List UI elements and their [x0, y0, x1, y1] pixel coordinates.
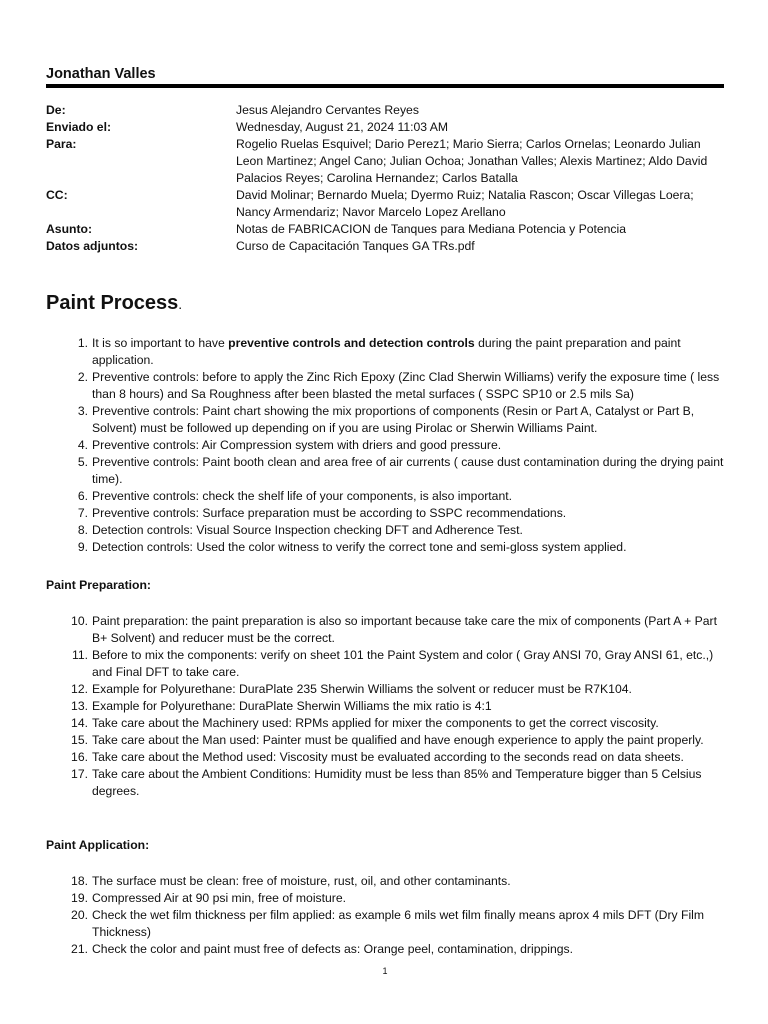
list-item-number: 15. [71, 733, 88, 747]
list-item-text: Take care about the Machinery used: RPMs applied for mixer the components to get the correct viscosity. [92, 716, 659, 730]
list-item-number: 2. [77, 370, 88, 384]
list-item-number: 14. [71, 716, 88, 730]
list-item [46, 941, 724, 958]
list-item-number: 1. [77, 336, 88, 350]
list-item-text: Detection controls: Visual Source Inspection checking DFT and Adherence Test. [92, 523, 523, 537]
paint-application-list [46, 873, 724, 958]
list-item-number: 4. [77, 438, 88, 452]
list-item-text: Example for Polyurethane: DuraPlate Sherwin Williams the mix ratio is 4:1 [92, 699, 492, 713]
attachment-link[interactable]: Curso de Capacitación Tanques GA TRs.pdf [236, 239, 475, 253]
section-heading-application: Paint Application: [46, 838, 150, 852]
header-label: Datos adjuntos: [46, 239, 139, 253]
title-period: . [178, 296, 183, 312]
list-item-number: 7. [77, 506, 88, 520]
sender-name: Jonathan Valles [46, 66, 156, 82]
list-item-text: Example for Polyurethane: DuraPlate 235 Sherwin Williams the solvent or reducer must be R7K104. [92, 682, 632, 696]
list-item-text: Take care about the Man used: Painter must be qualified and have enough experience to apply the paint properly. [92, 733, 704, 747]
header-label: De: [46, 103, 66, 117]
header-row-from [46, 102, 724, 119]
header-divider [46, 84, 724, 88]
header-value: Jesus Alejandro Cervantes Reyes [236, 103, 419, 117]
list-item-text: Paint preparation: the paint preparation is also so important because take care the mix of components (Part A + Part B+ Solvent) and reducer must be the correct. [92, 614, 717, 645]
list-item-text [92, 335, 724, 369]
list-item-text: Preventive controls: Air Compression system with driers and good pressure. [92, 438, 502, 452]
list-item [46, 522, 724, 539]
list-item-text: Compressed Air at 90 psi min, free of moisture. [92, 891, 347, 905]
header-value: David Molinar; Bernardo Muela; Dyermo Ruiz; Natalia Rascon; Oscar Villegas Loera; Nancy Armendariz; Navor Marcelo Lopez Arellano [236, 188, 694, 219]
paint-process-list [46, 335, 724, 556]
list-item-text: Take care about the Ambient Conditions: Humidity must be less than 85% and Temperature bigger than 5 Celsius degrees. [92, 767, 702, 798]
list-item-number: 5. [77, 455, 88, 469]
list-item [46, 732, 724, 749]
list-item-number: 16. [71, 750, 88, 764]
text-segment: during the paint preparation and paint application. [92, 336, 681, 367]
list-item [46, 454, 724, 488]
list-item-number: 3. [77, 404, 88, 418]
list-item-number: 8. [77, 523, 88, 537]
list-item [46, 647, 724, 681]
list-item [46, 749, 724, 766]
list-item [46, 613, 724, 647]
header-value: Notas de FABRICACION de Tanques para Mediana Potencia y Potencia [236, 222, 626, 236]
list-item [46, 488, 724, 505]
list-item-text: Before to mix the components: verify on sheet 101 the Paint System and color ( Gray ANSI 70, Gray ANSI 61, etc.,) and Final DFT to take care. [92, 648, 714, 679]
list-item-number: 20. [71, 908, 88, 922]
list-item [46, 437, 724, 454]
list-item-text: Take care about the Method used: Viscosity must be evaluated according to the seconds read on data sheets. [92, 750, 684, 764]
header-row-subject [46, 221, 724, 238]
header-row-attachments [46, 238, 724, 255]
list-item [46, 766, 724, 800]
list-item-number: 19. [71, 891, 88, 905]
list-item-number: 10. [71, 614, 88, 628]
list-item [46, 873, 724, 890]
header-value: Wednesday, August 21, 2024 11:03 AM [236, 120, 449, 134]
header-row-to [46, 136, 724, 187]
paint-preparation-list [46, 613, 724, 800]
section-heading-preparation: Paint Preparation: [46, 578, 151, 592]
list-item [46, 681, 724, 698]
list-item-number: 21. [71, 942, 88, 956]
list-item-text: Detection controls: Used the color witness to verify the correct tone and semi-gloss system applied. [92, 540, 627, 554]
header-label: Asunto: [46, 222, 93, 236]
list-item-text: Check the color and paint must free of defects as: Orange peel, contamination, drippings. [92, 942, 574, 956]
list-item [46, 907, 724, 941]
list-item-number: 11. [71, 648, 88, 662]
list-item-number: 17. [71, 767, 88, 781]
list-item-number: 6. [77, 489, 88, 503]
list-item [46, 335, 724, 369]
list-item [46, 539, 724, 556]
list-item-text: Preventive controls: before to apply the Zinc Rich Epoxy (Zinc Clad Sherwin Williams) verify the exposure time ( less than 8 hours) and Sa Roughness after been blasted the metal surfaces ( SSPC SP10 or 2.5 mils Sa) [92, 370, 720, 401]
list-item-text: The surface must be clean: free of moisture, rust, oil, and other contaminants. [92, 874, 511, 888]
email-headers [46, 102, 724, 255]
header-row-sent [46, 119, 724, 136]
list-item [46, 403, 724, 437]
text-segment: It is so important to have [92, 336, 229, 350]
header-label: Enviado el: [46, 120, 112, 134]
list-item [46, 698, 724, 715]
list-item-text: Preventive controls: check the shelf life of your components, is also important. [92, 489, 512, 503]
header-value: Rogelio Ruelas Esquivel; Dario Perez1; Mario Sierra; Carlos Ornelas; Leonardo Julian Leon Martinez; Angel Cano; Julian Ochoa; Jonathan Valles; Alexis Martinez; Aldo David Palacios Reyes; Carolina Hernandez; Carlos Batalla [236, 137, 708, 185]
list-item [46, 715, 724, 732]
list-item-number: 9. [77, 540, 88, 554]
page-number: 1 [382, 966, 388, 976]
list-item-number: 18. [71, 874, 88, 888]
list-item-text: Preventive controls: Paint chart showing the mix proportions of components (Resin or Part A, Catalyst or Part B, Solvent) must be followed up depending on if you are using Pirolac or Sherwin Williams Paint. [92, 404, 695, 435]
header-label: Para: [46, 137, 77, 151]
list-item [46, 890, 724, 907]
document-title [46, 292, 182, 315]
list-item [46, 505, 724, 522]
bold-emphasis: preventive controls and detection controls [228, 336, 475, 350]
header-row-cc [46, 187, 724, 221]
header-label: CC: [46, 188, 68, 202]
title-text: Paint Process [46, 292, 179, 314]
list-item [46, 369, 724, 403]
list-item-text: Check the wet film thickness per film applied: as example 6 mils wet film finally means aprox 4 mils DFT (Dry Film Thickness) [92, 908, 705, 939]
list-item-number: 13. [71, 699, 88, 713]
list-item-text: Preventive controls: Paint booth clean and area free of air currents ( cause dust contamination during the drying paint time). [92, 455, 724, 486]
list-item-number: 12. [71, 682, 88, 696]
list-item-text: Preventive controls: Surface preparation must be according to SSPC recommendations. [92, 506, 567, 520]
